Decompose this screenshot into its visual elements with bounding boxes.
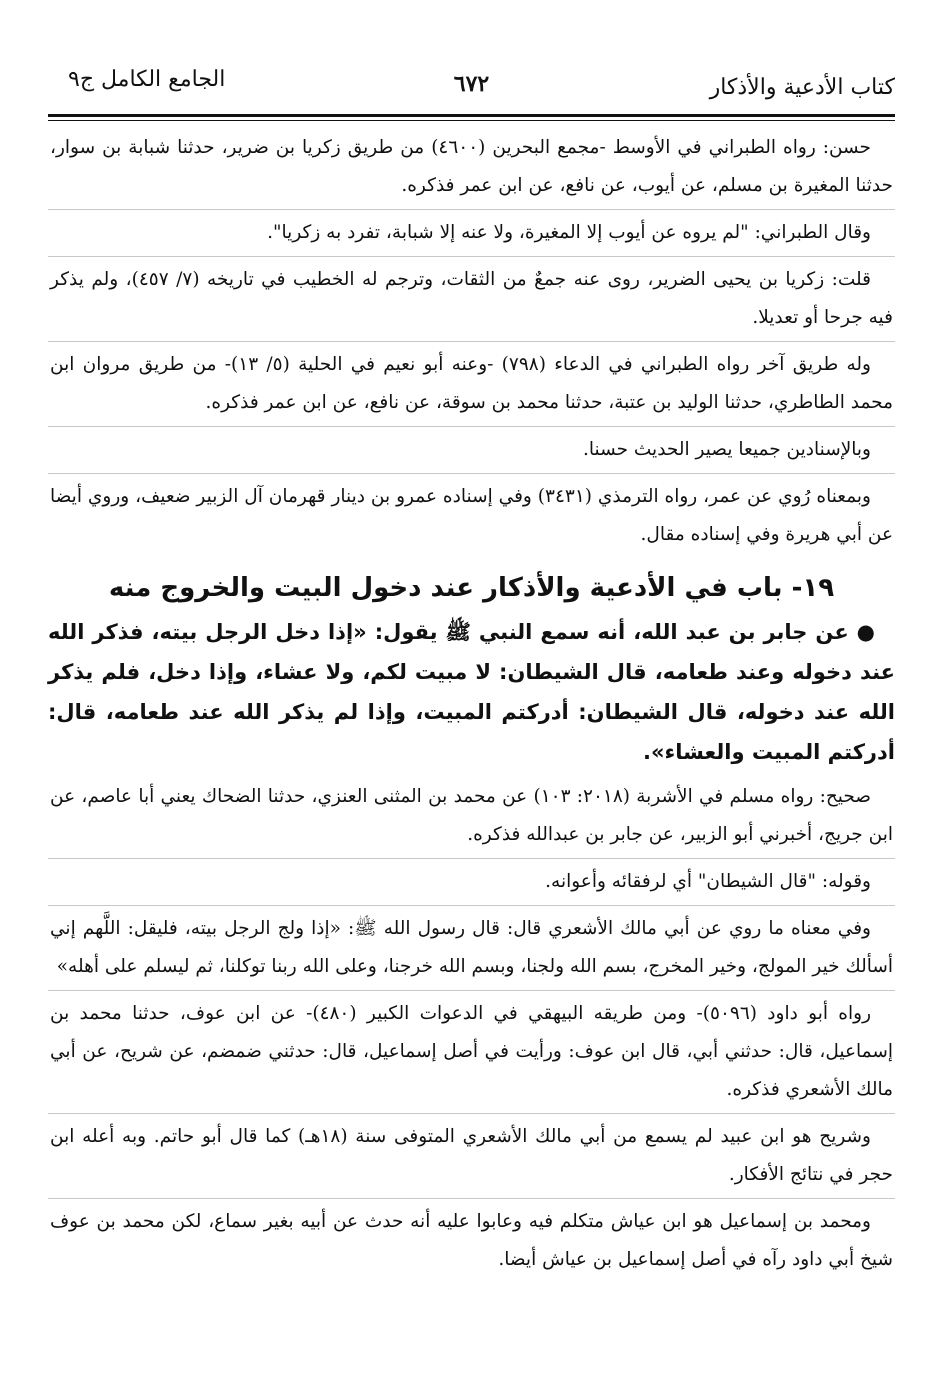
commentary-paragraph: وفي معناه ما روي عن أبي مالك الأشعري قال: قال رسول الله ﷺ: «إذا ولج الرجل بيته، فليقل: اللَّهم إني أسألك خير المولج، وخير المخرج، بسم الله ولجنا، وبسم الله خرجنا، وعلى الله ربنا توكلنا، ثم ليسلم على أهله»: [48, 910, 895, 991]
commentary-paragraph: وشريح هو ابن عبيد لم يسمع من أبي مالك الأشعري المتوفى سنة (١٨هـ) كما قال أبو حاتم. وبه أعله ابن حجر في نتائج الأفكار.: [48, 1118, 895, 1199]
commentary-paragraph: ومحمد بن إسماعيل هو ابن عياش متكلم فيه وعابوا عليه أنه حدث عن أبيه بغير سماع، لكن محمد بن عوف شيخ أبي داود رآه في أصل إسماعيل بن عياش أيضا.: [50, 1211, 893, 1270]
page-number: ٦٧٢: [453, 71, 490, 97]
page-body: [48, 129, 895, 1281]
commentary-paragraph: رواه أبو داود (٥٠٩٦)- ومن طريقه البيهقي في الدعوات الكبير (٤٨٠)- عن ابن عوف، حدثنا محمد بن إسماعيل، قال: حدثني أبي، قال ابن عوف: ورأيت في أصل إسماعيل، قال: حدثني ضمضم، عن شريح، عن أبي مالك الأشعري فذكره.: [48, 995, 895, 1114]
page-header: [48, 58, 895, 98]
commentary-paragraph: صحيح: رواه مسلم في الأشربة (٢٠١٨: ١٠٣) عن محمد بن المثنى العنزي، حدثنا الضحاك يعني أبا عاصم، عن ابن جريج، أخبرني أبو الزبير، عن جابر بن عبدالله فذكره.: [48, 778, 895, 859]
commentary-paragraph: وقال الطبراني: "لم يروه عن أيوب إلا المغيرة، ولا عنه إلا شبابة، تفرد به زكريا".: [48, 214, 895, 257]
bullet-icon: ●: [856, 620, 875, 644]
commentary-paragraph: وبمعناه رُوي عن عمر، رواه الترمذي (٣٤٣١) وفي إسناده عمرو بن دينار قهرمان آل الزبير ضعيف، وروي أيضا عن أبي هريرة وفي إسناده مقال.: [50, 486, 893, 545]
commentary-paragraph: وبالإسنادين جميعا يصير الحديث حسنا.: [48, 431, 895, 474]
book-title: كتاب الأدعية والأذكار: [709, 75, 895, 100]
commentary-paragraph: وقوله: "قال الشيطان" أي لرفقائه وأعوانه.: [48, 863, 895, 906]
chapter-title: ١٩- باب في الأدعية والأذكار عند دخول البيت والخروج منه: [108, 573, 835, 603]
commentary-paragraph: قلت: زكريا بن يحيى الضرير، روى عنه جمعٌ من الثقات، وترجم له الخطيب في تاريخه (٧/ ٤٥٧)، ولم يذكر فيه جرحا أو تعديلا.: [48, 261, 895, 342]
hadith-body: عن جابر بن عبد الله، أنه سمع النبي ﷺ يقول: «إذا دخل الرجل بيته، فذكر الله عند دخوله وعند طعامه، قال الشيطان: لا مبيت لكم، ولا عشاء، وإذا دخل، فلم يذكر الله عند دخوله، قال الشيطان: أدركتم المبيت، وإذا لم يذكر الله عند طعامه، قال: أدركتم المبيت والعشاء».: [48, 620, 895, 764]
volume-title: الجامع الكامل ج٩: [68, 67, 226, 92]
header-rule: [48, 114, 895, 121]
commentary-paragraph: حسن: رواه الطبراني في الأوسط -مجمع البحرين (٤٦٠٠) من طريق زكريا بن ضرير، حدثنا شبابة بن سوار، حدثنا المغيرة بن مسلم، عن أيوب، عن نافع، عن ابن عمر فذكره.: [48, 129, 895, 210]
hadith-text: [48, 612, 895, 772]
commentary-paragraph: وله طريق آخر رواه الطبراني في الدعاء (٧٩٨) -وعنه أبو نعيم في الحلية (٥/ ١٣)- من طريق مروان ابن محمد الطاطري، حدثنا الوليد بن عتبة، حدثنا محمد بن سوقة، عن نافع، عن ابن عمر فذكره.: [48, 346, 895, 427]
